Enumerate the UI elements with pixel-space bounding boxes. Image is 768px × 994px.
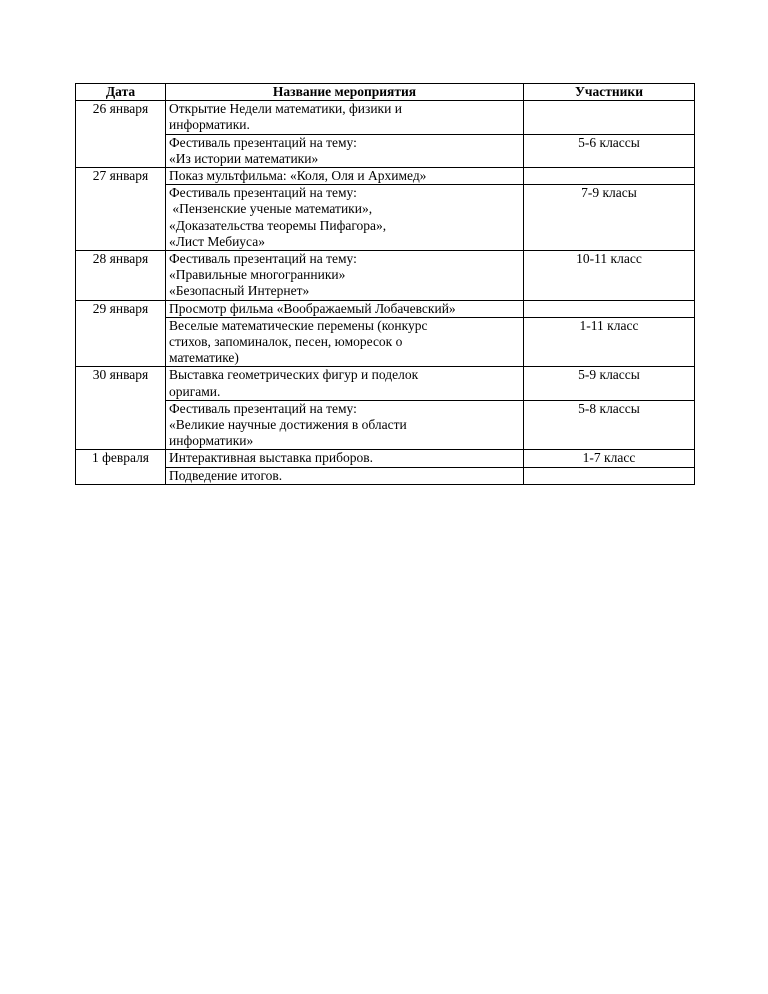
event-text-line: «Правильные многогранники» (169, 267, 346, 283)
event-text-line: стихов, запоминалок, песен, юморесок о (169, 334, 403, 350)
participants-cell (524, 467, 695, 484)
event-cell (166, 450, 524, 467)
event-text-line: «Из истории математики» (169, 150, 319, 166)
table-row (76, 450, 695, 467)
date-cell: 28 января (76, 251, 166, 301)
table-row (76, 185, 695, 251)
event-text-line: «Великие научные достижения в области (169, 417, 407, 433)
date-cell: 26 января (76, 101, 166, 168)
event-text-line: «Безопасный Интернет» (169, 283, 310, 299)
event-text-line: информатики. (169, 117, 250, 133)
date-cell: 29 января (76, 300, 166, 367)
participants-cell: 5-8 классы (524, 400, 695, 450)
event-text-line: информатики» (169, 433, 254, 449)
event-text-line: Открытие Недели математики, физики и (169, 101, 402, 117)
event-text-line: Фестиваль презентаций на тему: (169, 400, 357, 416)
event-text-line: математике) (169, 350, 239, 366)
participants-cell: 1-11 класс (524, 317, 695, 367)
event-text-line: «Доказательства теоремы Пифагора», (169, 217, 387, 233)
event-cell (166, 134, 524, 167)
event-cell (166, 168, 524, 185)
table-row (76, 317, 695, 367)
table-row (76, 367, 695, 400)
schedule-body (76, 101, 695, 485)
date-cell: 30 января (76, 367, 166, 450)
participants-cell: 1-7 класс (524, 450, 695, 467)
event-cell (166, 317, 524, 367)
table-row (76, 168, 695, 185)
participants-cell: 10-11 класс (524, 251, 695, 301)
table-header-row (76, 84, 695, 101)
date-cell: 1 февраля (76, 450, 166, 484)
event-text-line: Показ мультфильма: «Коля, Оля и Архимед» (169, 168, 427, 184)
event-text-line: Фестиваль презентаций на тему: (169, 185, 357, 201)
event-cell (166, 300, 524, 317)
table-row (76, 467, 695, 484)
event-text-line: Подведение итогов. (169, 467, 283, 483)
table-row (76, 400, 695, 450)
participants-cell (524, 300, 695, 317)
event-text-line: оригами. (169, 383, 221, 399)
event-text-line: Фестиваль презентаций на тему: (169, 251, 357, 267)
schedule-table (75, 83, 695, 485)
event-text-line: «Пензенские ученые математики», (169, 201, 373, 217)
table-row (76, 300, 695, 317)
event-text-line: «Лист Мебиуса» (169, 233, 265, 249)
event-cell (166, 101, 524, 134)
event-text-line: Веселые математические перемены (конкурс (169, 317, 428, 333)
header-event: Название мероприятия (166, 84, 524, 101)
event-text-line: Фестиваль презентаций на тему: (169, 134, 357, 150)
event-cell (166, 251, 524, 301)
header-date: Дата (76, 84, 166, 101)
table-row (76, 251, 695, 301)
event-text-line: Интерактивная выставка приборов. (169, 450, 373, 466)
date-cell: 27 января (76, 168, 166, 251)
participants-cell: 5-9 классы (524, 367, 695, 400)
table-row (76, 134, 695, 167)
event-text-line: Просмотр фильма «Воображаемый Лобачевский» (169, 300, 456, 316)
event-cell (166, 467, 524, 484)
participants-cell (524, 101, 695, 134)
header-participants: Участники (524, 84, 695, 101)
participants-cell: 5-6 классы (524, 134, 695, 167)
event-cell (166, 367, 524, 400)
event-text-line: Выставка геометрических фигур и поделок (169, 367, 419, 383)
participants-cell (524, 168, 695, 185)
event-cell (166, 400, 524, 450)
table-row (76, 101, 695, 134)
event-cell (166, 185, 524, 251)
participants-cell: 7-9 класы (524, 185, 695, 251)
